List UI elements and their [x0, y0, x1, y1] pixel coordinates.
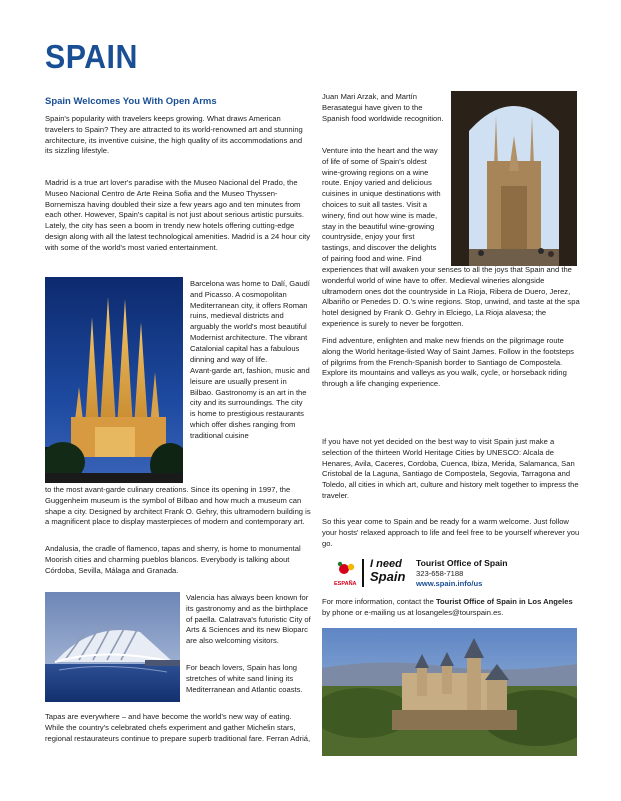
- paragraph-wine-start: Venture into the heart and the way of life of some of Spain's oldest wine-growing regions on a wine route. Enjoy varied and delicious cuisines in unique destinations with choices to suit all tastes. Visit a winery, find out how wine is made, stay in the beautiful wine-growing countryside, enjoy your first tastings, and discover the delights of pairing food and wine. Find: [322, 146, 441, 263]
- paragraph-bilbao-start: Avant-garde art, fashion, music and leisure are usually present in Bilbao. Gastronomy is an art in the city and its surroundings. The city is home to prestigious restaurants which offer dishes ranging from traditional cuisine: [190, 366, 310, 440]
- paragraph-welcome: So this year come to Spain and be ready for a warm welcome. Just follow your hosts' relaxed approach to life and feel free to be yourself wherever you go.: [322, 517, 580, 548]
- logo-wordmark-line2: Spain: [370, 569, 406, 584]
- paragraph-wine-end: experiences that will awaken your senses to all the joys that Spain and the wonderful world of wine have to offer. Medieval wineries alongside ultramodern ones dot the countryside in La Rioja, Ribera de Duero, Jerez, Albariño or Penedes D. O.'s wine regions. Stop, unwind, and taste at the spa hotel designed by Frank O. Gehry in Elciego, La Rioja alavesa; the experience is surely to never be forgotten.: [322, 265, 580, 328]
- office-name: Tourist Office of Spain: [416, 558, 508, 568]
- segovia-alcazar-photo: [322, 628, 577, 756]
- paragraph-tapas: Tapas are everywhere – and have become the world's new way of eating. While the country's celebrated chefs experiment and gather Michelin stars, regional restaurateurs continue to prepare superb traditional fare. Ferran Adriá,: [45, 712, 311, 743]
- paragraph-contact: [322, 597, 580, 619]
- paragraph-andalusia: Andalusia, the cradle of flamenco, tapas and sherry, is home to monumental Moorish cities and charming pueblos blancos. Everybody is talking about Córdoba, Sevilla, Málaga and Granada.: [45, 544, 301, 575]
- office-url-link[interactable]: www.spain.info/us: [416, 579, 483, 588]
- city-of-arts-sciences-photo: [45, 592, 180, 702]
- office-phone: 323-658-7188: [416, 569, 464, 578]
- paragraph-chefs: Juan Mari Arzak, and Martín Berasategui have given to the Spanish food worldwide recognition.: [322, 92, 444, 123]
- paragraph-barcelona: Barcelona was home to Dalí, Gaudí and Picasso. A cosmopolitan Mediterranean city, it offers Roman ruins, medieval districts and arguably the world's most beautiful Modernist architecture. The vibrant Catalonial capital has a fabulous dinning and way of life.: [190, 279, 310, 364]
- paragraph-valencia: Valencia has always been known for its gastronomy and as the birthplace of paella. Calatrava's futuristic City of Arts & Sciences and its new Bioparc are also welcoming visitors.: [186, 593, 311, 646]
- paragraph-heritage-cities: If you have not yet decided on the best way to visit Spain just make a selection of the thirteen World Heritage Cities by UNESCO: Alcala de Henares, Avila, Caceres, Cordoba, Cuenca, Ibiza, Merida, Salamanca, San Cristobal de la Laguna, Santiago de Compostela, Segovia, Tarragona and Toledo, all cities in which art, culture and history melt together to impress the traveler.: [322, 437, 579, 500]
- contact-text-post[interactable]: by phone or e-mailing us at losangeles@tourspain.es.: [322, 607, 504, 617]
- section-subtitle: Spain Welcomes You With Open Arms: [45, 96, 217, 107]
- paragraph-intro: Spain's popularity with travelers keeps growing. What draws American travelers to Spain? They are attracted to its world-renowned art and stunning architecture, its inventive cuisine, the high quality of its accommodations and its sizzling lifestyle.: [45, 114, 303, 156]
- santiago-cathedral-photo: [451, 91, 577, 266]
- contact-office-name: Tourist Office of Spain in Los Angeles: [435, 597, 573, 606]
- paragraph-saint-james: Find adventure, enlighten and make new friends on the pilgrimage route along the World heritage-listed Way of Saint James. Follow in the footsteps of pilgrims from the French-Spanish border to Santiago de Compostela. Explore its mountains and valleys as you walk, cycle, or horseback riding through a life changing experience.: [322, 336, 574, 389]
- sagrada-familia-photo: [45, 277, 183, 483]
- paragraph-beach: For beach lovers, Spain has long stretches of white sand lining its Mediterranean and Atlantic coasts.: [186, 663, 303, 694]
- contact-text-pre: For more information, contact the: [322, 597, 436, 606]
- paragraph-madrid: Madrid is a true art lover's paradise with the Museo Nacional del Prado, the Museo Nacional Centro de Arte Reina Sofia and the Museo Thyssen-Bornemisza having doubled their size a few years ago and ten minutes from each other. However, Spain's capital is not just about serious artistic pursuits. Lately, the city has seen a boom in trendy new hotels offering cutting-edge design along with all the latest technological amenities. Madrid is a 24 hour city with some of the world's most varied entertainment.: [45, 178, 311, 252]
- i-need-spain-logo: [330, 557, 415, 590]
- logo-wordmark-line1: I need: [370, 558, 402, 570]
- page-title: SPAIN: [45, 38, 138, 75]
- svg-text:ESPAÑA: ESPAÑA: [334, 581, 357, 587]
- paragraph-bilbao-end: to the most avant-garde culinary creations. Since its opening in 1997, the Guggenheim museum is the symbol of Bilbao and how much a museum can shape a city. Designed by architect Frank O. Gehry, this ultramodern building is a magnificent place to display masterpieces of modern and contemporary art.: [45, 485, 311, 527]
